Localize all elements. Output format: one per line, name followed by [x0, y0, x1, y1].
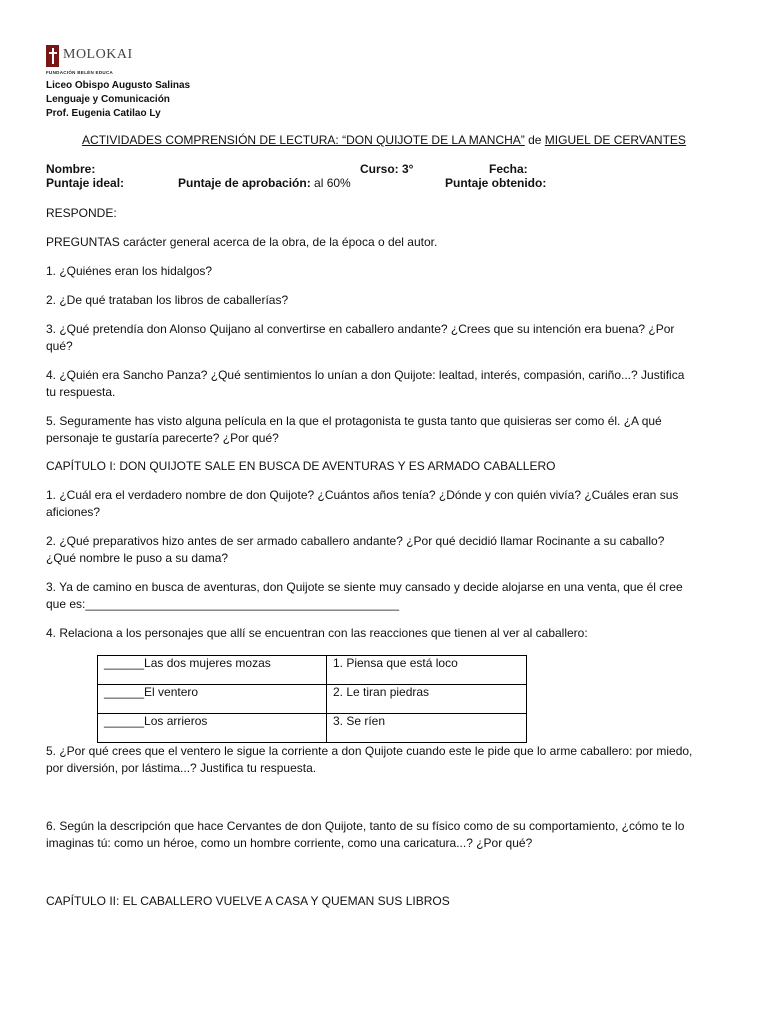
question-2: 2. ¿De qué trataban los libros de caballerías?	[46, 293, 289, 307]
chapter-1-question-2-line1: 2. ¿Qué preparativos hizo antes de ser armado caballero andante? ¿Por qué decidió llamar Rocinante a su caballo?	[46, 534, 665, 548]
school-name: Liceo Obispo Augusto Salinas	[46, 80, 191, 91]
table-cell-character: ______El ventero	[98, 685, 327, 714]
school-logo	[46, 45, 133, 77]
chapter-2-heading: CAPÍTULO II: EL CABALLERO VUELVE A CASA Y QUEMAN SUS LIBROS	[46, 894, 450, 908]
chapter-1-question-2-line2: ¿Qué nombre le puso a su dama?	[46, 551, 229, 565]
subject: Lenguaje y Comunicación	[46, 94, 170, 105]
question-3-line1: 3. ¿Qué pretendía don Alonso Quijano al convertirse en caballero andante? ¿Crees que su intención era buena? ¿Por	[46, 322, 675, 336]
question-5-line1: 5. Seguramente has visto alguna película en la que el protagonista te gusta tanto que quisieras ser como él. ¿A qué	[46, 414, 662, 428]
cross-icon	[46, 45, 59, 67]
chapter-1-question-6-line1: 6. Según la descripción que hace Cervantes de don Quijote, tanto de su físico como de su comportamiento, ¿cómo te lo	[46, 819, 685, 833]
chapter-1-question-1-line2: aficiones?	[46, 505, 101, 519]
puntaje-aprobacion-label: Puntaje de aprobación:	[178, 176, 311, 190]
chapter-1-question-5-line1: 5. ¿Por qué crees que el ventero le sigue la corriente a don Quijote cuando este le pide que lo arme caballero: por miedo,	[46, 744, 693, 758]
matching-table	[97, 655, 527, 743]
chapter-1-question-3-line1: 3. Ya de camino en busca de aventuras, don Quijote se siente muy cansado y decide alojarse en una venta, que él cree	[46, 580, 683, 594]
puntaje-obtenido-label: Puntaje obtenido:	[445, 176, 547, 190]
puntaje-ideal-label: Puntaje ideal:	[46, 176, 125, 190]
chapter-1-question-6-line2: imaginas tú: como un héroe, como un hombre corriente, como una caricatura...? ¿Por qué?	[46, 836, 533, 850]
table-row	[98, 685, 527, 714]
table-row	[98, 714, 527, 743]
table-cell-reaction: 2. Le tiran piedras	[327, 685, 527, 714]
chapter-1-question-4: 4. Relaciona a los personajes que allí se encuentran con las reacciones que tienen al ver al caballero:	[46, 626, 588, 640]
teacher: Prof. Eugenia Catilao Ly	[46, 108, 161, 119]
logo-subtitle: FUNDACIÓN BELÉN EDUCA	[46, 70, 114, 75]
question-5-line2: personaje te gustaría parecerte? ¿Por qué?	[46, 431, 279, 445]
puntaje-aprobacion	[178, 176, 351, 190]
logo-name: MOLOKAI	[63, 47, 133, 62]
preguntas-heading: PREGUNTAS carácter general acerca de la obra, de la época o del autor.	[46, 235, 438, 249]
table-row	[98, 656, 527, 685]
curso-label: Curso: 3°	[360, 162, 414, 176]
responde: RESPONDE:	[46, 206, 117, 220]
chapter-1-question-1-line1: 1. ¿Cuál era el verdadero nombre de don Quijote? ¿Cuántos años tenía? ¿Dónde y con quién vivía? ¿Cuáles eran sus	[46, 488, 679, 502]
nombre-label: Nombre:	[46, 162, 96, 176]
table-cell-reaction: 3. Se ríen	[327, 714, 527, 743]
chapter-1-question-5-line2: por diversión, por lástima...? Justifica tu respuesta.	[46, 761, 317, 775]
chapter-1-question-3-line2: que es:_______________________________________________	[46, 597, 400, 611]
school-info	[46, 79, 190, 121]
table-cell-character: ______Los arrieros	[98, 714, 327, 743]
fecha-label: Fecha:	[489, 162, 528, 176]
question-1: 1. ¿Quiénes eran los hidalgos?	[46, 264, 213, 278]
page-title	[0, 133, 768, 147]
table-cell-reaction: 1. Piensa que está loco	[327, 656, 527, 685]
question-4-line2: tu respuesta.	[46, 385, 116, 399]
table-cell-character: ______Las dos mujeres mozas	[98, 656, 327, 685]
question-4-line1: 4. ¿Quién era Sancho Panza? ¿Qué sentimientos lo unían a don Quijote: lealtad, interés, compasión, cariño...? Justifica	[46, 368, 685, 382]
title-main: ACTIVIDADES COMPRENSIÓN DE LECTURA: “DON QUIJOTE DE LA MANCHA”	[82, 133, 525, 147]
question-3-line2: qué?	[46, 339, 73, 353]
puntaje-aprobacion-value: al 60%	[314, 176, 351, 190]
title-de: de	[524, 133, 545, 147]
chapter-1-heading: CAPÍTULO I: DON QUIJOTE SALE EN BUSCA DE AVENTURAS Y ES ARMADO CABALLERO	[46, 459, 556, 473]
title-author: MIGUEL DE CERVANTES	[544, 133, 686, 147]
